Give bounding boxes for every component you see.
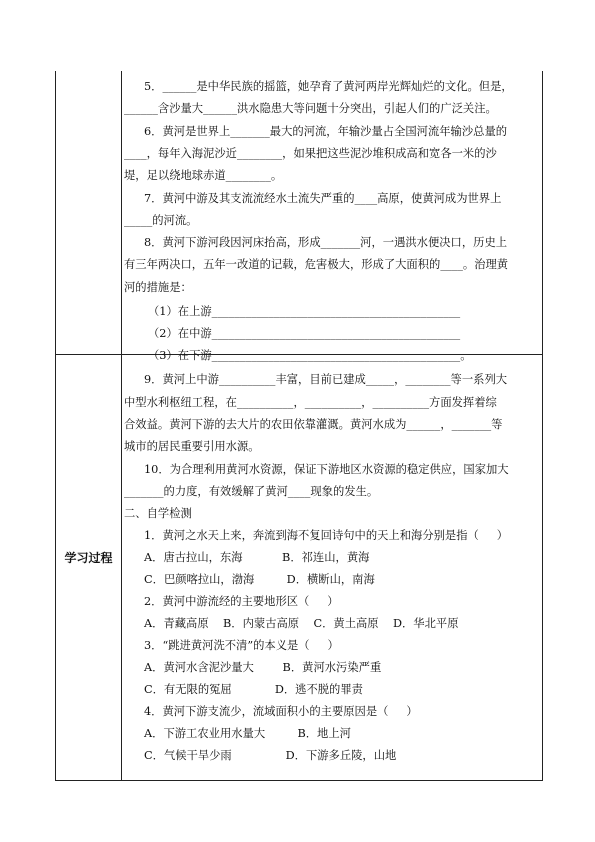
text-line: A．青藏高原 B．内蒙古高原 C．黄土高原 D．华北平原 [144, 617, 459, 630]
text-line: C．气候干旱少雨 D．下游多丘陵，山地 [144, 749, 397, 762]
text-line: 3．“跳进黄河洗不清”的本义是（ ） [144, 639, 339, 652]
text-line: A．下游工农业用水量大 B．地上河 [144, 727, 351, 740]
text-line: 6．黄河是世界上_______最大的河流，年输沙量占全国河流年输沙总量的 [144, 125, 508, 138]
text-line: （3）在下游____________________________________________。 [148, 349, 472, 362]
text-line: 5．______是中华民族的摇篮，她孕育了黄河两岸光辉灿烂的文化。但是， [144, 80, 513, 93]
column-divider [121, 71, 122, 780]
text-line: A．黄河水含泥沙量大 B．黄河水污染严重 [144, 661, 382, 674]
text-line: 中型水利枢纽工程，在__________，__________，__________方面发挥着综 [124, 396, 497, 409]
text-line: 8．黄河下游河段因河床抬高，形成_______河，一遇洪水便决口，历史上 [144, 236, 508, 249]
text-line: 1．黄河之水天上来，奔流到海不复回诗句中的天上和海分别是指（ ） [144, 529, 509, 542]
text-line: 合效益。黄河下游的去大片的农田依靠灌溉。黄河水成为______，_______等 [124, 418, 503, 431]
text-line: ____，每年入海泥沙近________，如果把这些泥沙堆积成高和宽各一米的沙 [124, 147, 497, 160]
text-line: _____的河流。 [124, 214, 198, 227]
text-line: A．唐古拉山，东海 B．祁连山，黄海 [144, 551, 370, 564]
text-line: 城市的居民重要引用水源。 [124, 440, 260, 453]
text-line: C．巴颜喀拉山，渤海 D．横断山，南海 [144, 573, 375, 586]
text-line: 4．黄河下游支流少，流域面积小的主要原因是（ ） [144, 705, 418, 718]
text-line: ______含沙量大______洪水隐患大等问题十分突出，引起人们的广泛关注。 [124, 102, 497, 115]
text-line: 二、自学检测 [124, 507, 192, 520]
text-line: 河的措施是： [124, 281, 192, 294]
text-line: 7．黄河中游及其支流流经水土流失严重的____高原，使黄河成为世界上 [144, 192, 502, 205]
text-line: （1）在上游____________________________________________ [148, 305, 461, 318]
text-line: C．有无限的冤屈 D．逃不脱的罪责 [144, 683, 363, 696]
text-line: 2．黄河中游流经的主要地形区（ ） [144, 595, 339, 608]
text-line: 堤，足以绕地球赤道________。 [124, 169, 283, 182]
row-label: 学习过程 [64, 551, 113, 565]
text-line: 10．为合理利用黄河水资源，保证下游地区水资源的稳定供应，国家加大 [144, 463, 509, 476]
text-line: 有三年两决口，五年一改道的记载，危害极大，形成了大面积的____。治理黄 [124, 258, 509, 271]
text-line: （2）在中游____________________________________________ [148, 327, 461, 340]
text-line: _______的力度，有效缓解了黄河____现象的发生。 [124, 485, 379, 498]
text-line: 9．黄河上中游__________丰富，目前已建成_____，________等一系列大 [144, 373, 508, 386]
